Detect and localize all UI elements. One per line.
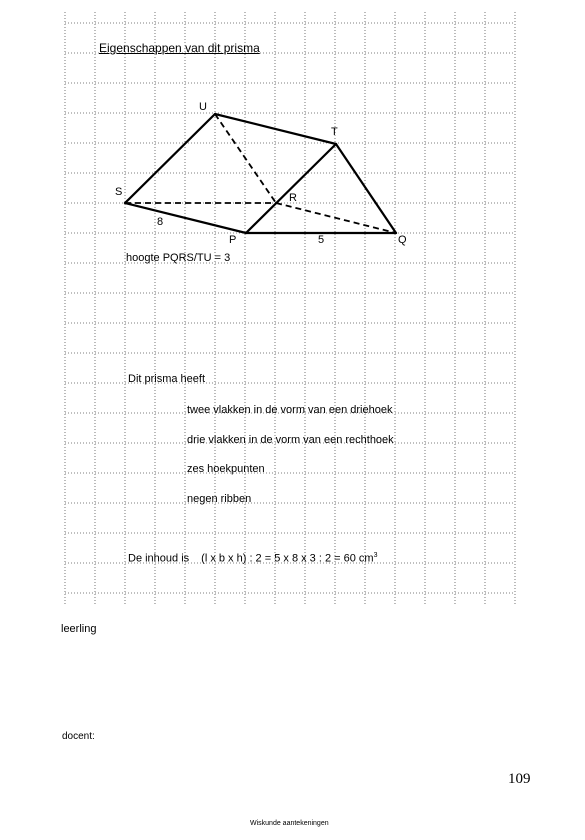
edge-SU bbox=[125, 114, 215, 203]
edge-PT bbox=[246, 144, 336, 233]
dimension-sp-label: 8 bbox=[157, 216, 164, 228]
edge-SP bbox=[125, 203, 246, 233]
page-title: Eigenschappen van dit prisma bbox=[99, 41, 260, 55]
vertex-label-p: P bbox=[229, 234, 237, 246]
volume-unit-power: 3 bbox=[373, 552, 378, 559]
properties-intro: Dit prisma heeft bbox=[128, 373, 206, 385]
vertex-label-u: U bbox=[199, 101, 207, 113]
vertex-label-r: R bbox=[289, 192, 297, 204]
student-label: leerling bbox=[61, 623, 97, 635]
property-item: negen ribben bbox=[187, 493, 252, 505]
vertex-label-t: T bbox=[331, 126, 338, 138]
page-number: 109 bbox=[508, 771, 531, 787]
property-item: zes hoekpunten bbox=[187, 463, 265, 475]
page-footer: Wiskunde aantekeningen bbox=[250, 820, 329, 827]
vertex-label-q: Q bbox=[398, 234, 407, 246]
volume-formula: (l x b x h) : 2 = 5 x 8 x 3 : 2 = 60 cm bbox=[201, 552, 374, 565]
teacher-label: docent: bbox=[62, 731, 95, 742]
vertex-label-s: S bbox=[115, 186, 123, 198]
property-item: twee vlakken in de vorm van een driehoek bbox=[187, 404, 393, 416]
property-item: drie vlakken in de vorm van een rechthoek bbox=[187, 434, 394, 446]
volume-label: De inhoud is bbox=[128, 552, 190, 565]
dimension-pq-label: 5 bbox=[318, 234, 325, 246]
height-note: hoogte PQRS/TU = 3 bbox=[126, 252, 231, 264]
volume-line bbox=[128, 552, 377, 565]
